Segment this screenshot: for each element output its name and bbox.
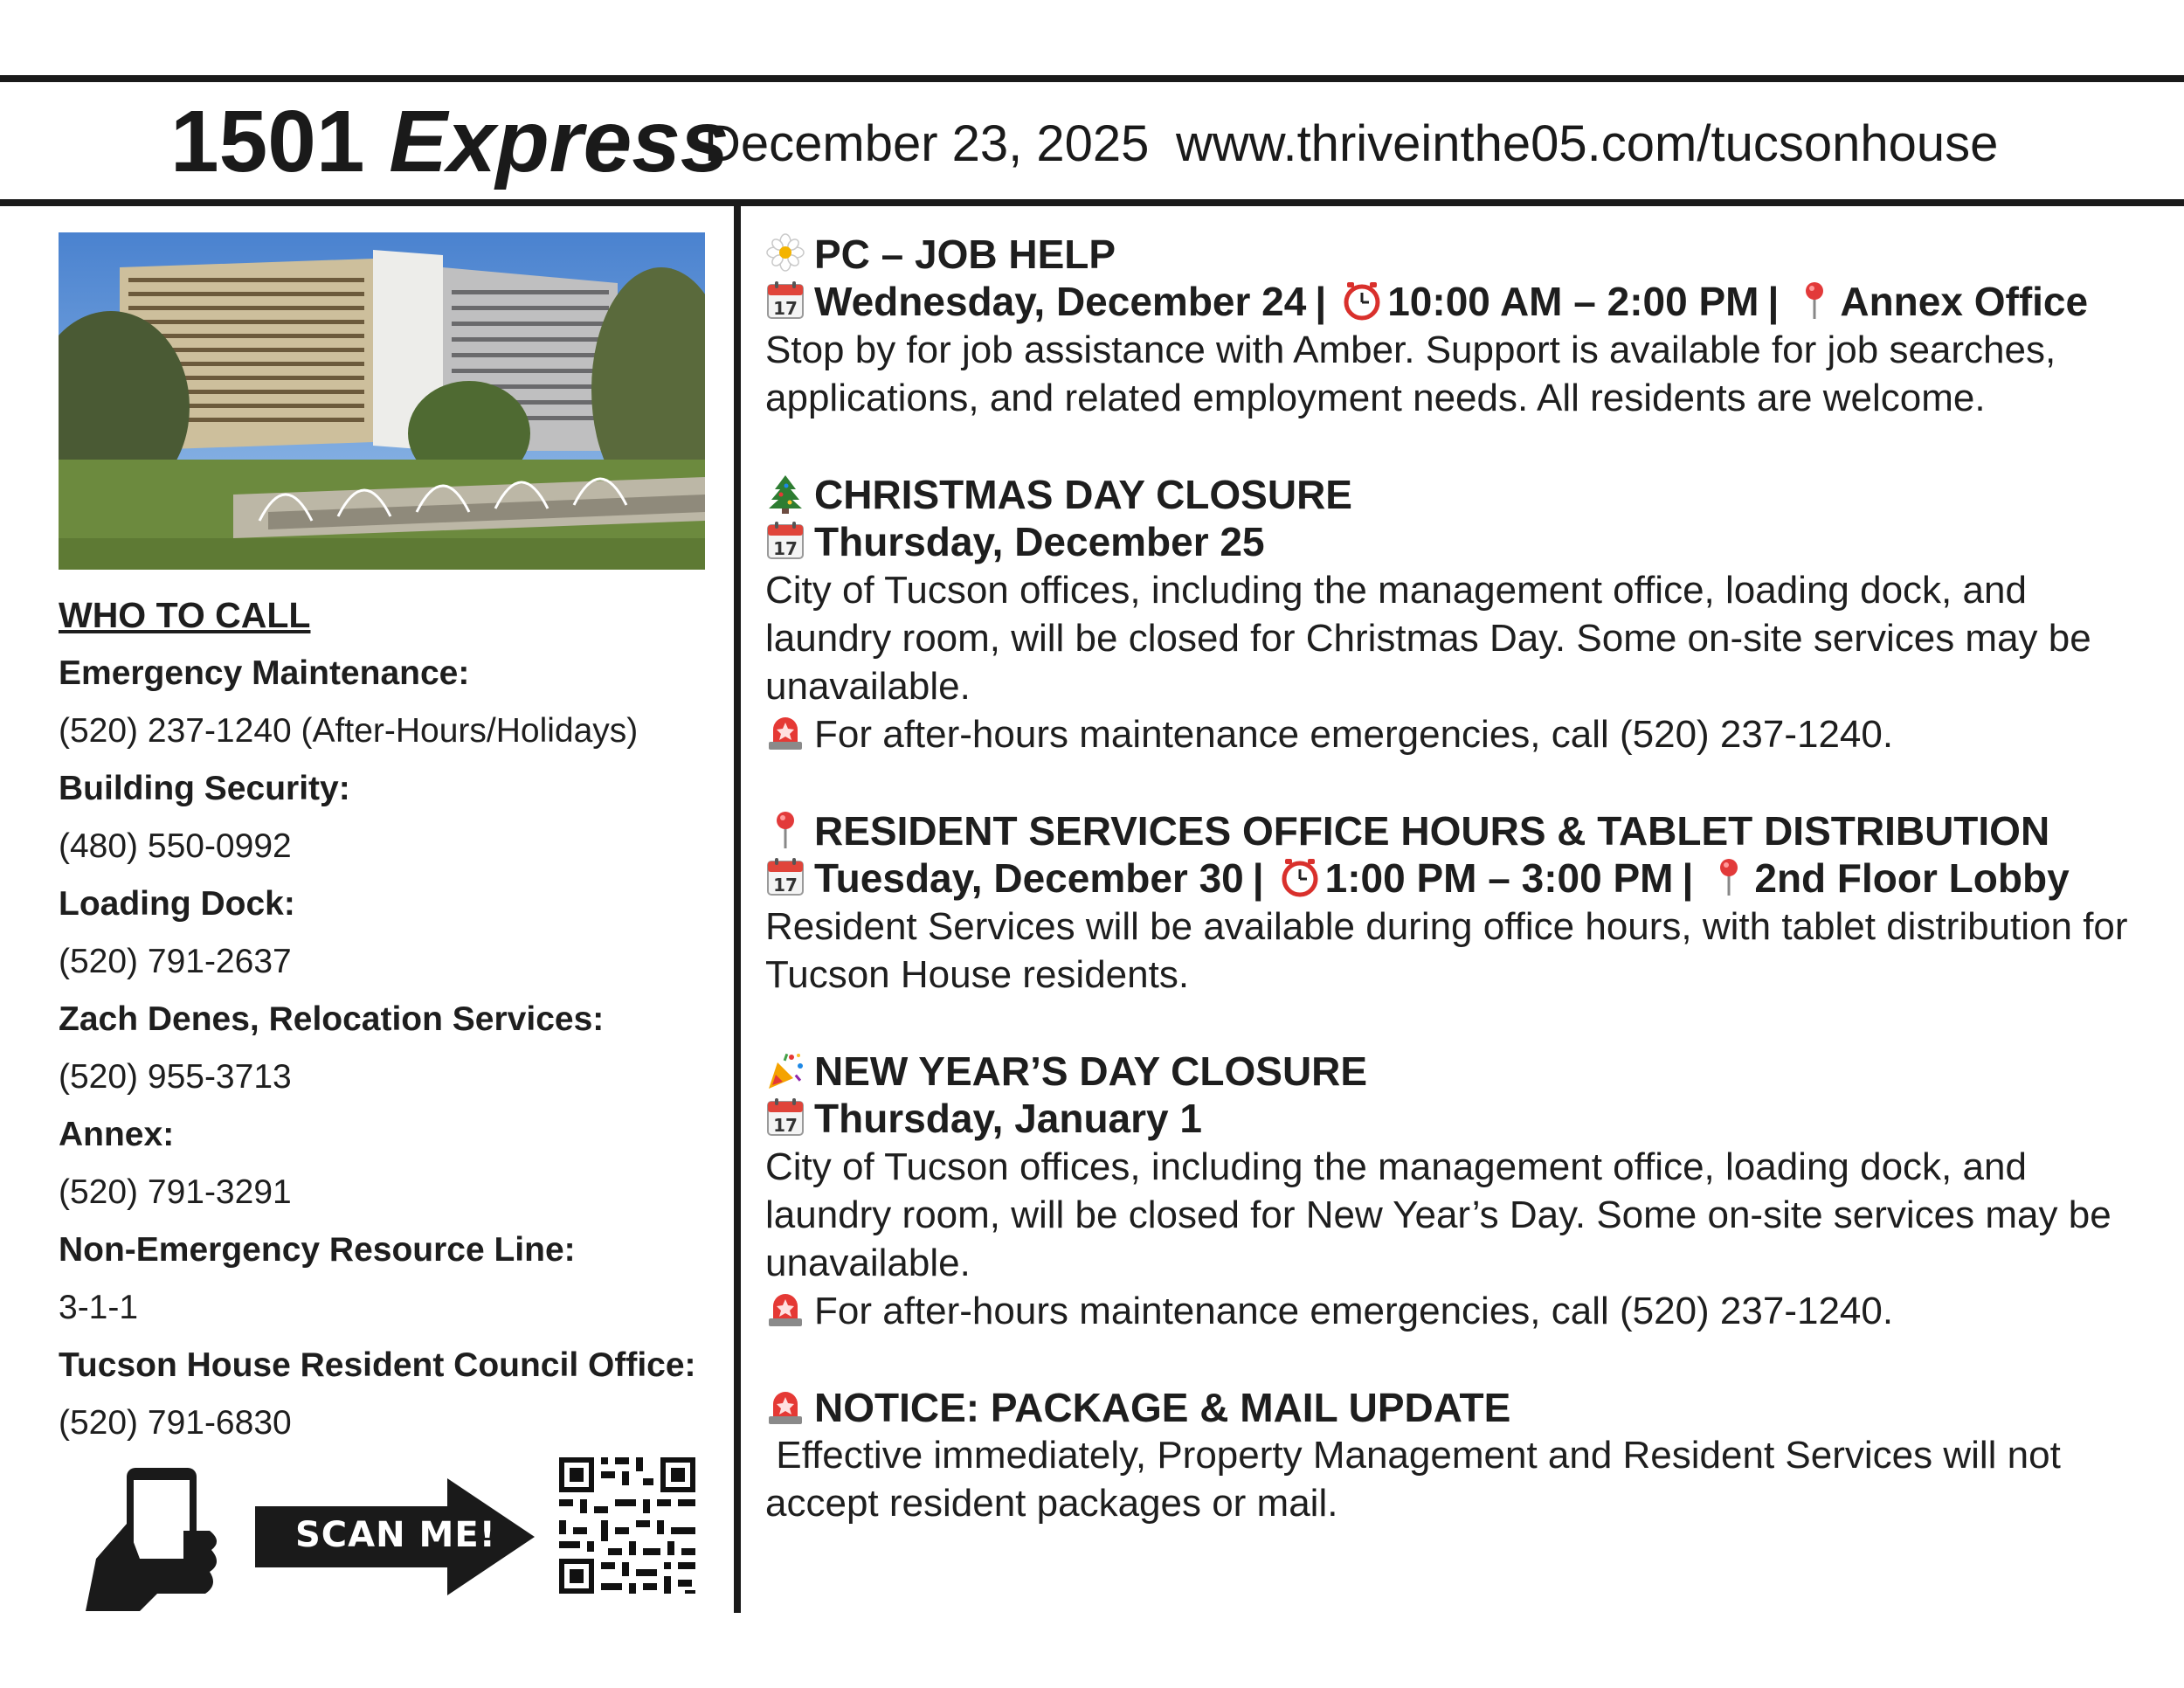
alarm-clock-icon: [1342, 280, 1382, 321]
phone-in-hand-icon: [79, 1463, 227, 1620]
notice-title: NOTICE: PACKAGE & MAIL UPDATE: [814, 1385, 1511, 1430]
contact-label-annex: Annex:: [59, 1116, 175, 1153]
qr-code[interactable]: [556, 1454, 699, 1597]
title-word: Express: [389, 93, 729, 190]
party-popper-icon: [765, 1050, 805, 1090]
event-place: Annex Office: [1840, 279, 2089, 324]
event-title: PC – JOB HELP: [814, 232, 1116, 277]
event-description: Resident Services will be available during office hours, with tablet distribution for Tucson House residents.: [765, 905, 2128, 996]
contact-label-loading-dock: Loading Dock:: [59, 885, 295, 923]
emergency-alert-text: For after-hours maintenance emergencies, call (520) 237-1240.: [814, 1290, 1894, 1332]
event-time: 10:00 AM – 2:00 PM: [1387, 279, 1759, 324]
event-job-help: PC – JOB HELP Wednesday, December 24 | 10:00 AM – 2:00 PM | Annex Office Stop by for job assistance with Amber. Support is available for job searches, applications, and related employment needs. All residents are welcome.: [765, 231, 2163, 422]
who-to-call-heading: WHO TO CALL: [59, 595, 311, 635]
event-description: Stop by for job assistance with Amber. Support is available for job searches, applications, and related employment needs. All residents are welcome.: [765, 329, 2056, 419]
contact-phone-resource-line[interactable]: 3-1-1: [59, 1289, 139, 1326]
event-time: 1:00 PM – 3:00 PM: [1324, 855, 1674, 901]
siren-icon: [765, 1289, 805, 1329]
title-number: 1501: [170, 93, 365, 190]
flower-icon: [765, 233, 805, 273]
calendar-icon: [765, 1097, 805, 1138]
contact-label-relocation-services: Zach Denes, Relocation Services:: [59, 1000, 605, 1038]
header-bottom-rule: [0, 199, 2184, 206]
event-description: City of Tucson offices, including the management office, loading dock, and laundry room, will be closed for Christmas Day. Some on-site services may be unavailable.: [765, 569, 2091, 708]
pin-icon: [765, 810, 805, 850]
website-link[interactable]: www.thriveinthe05.com/tucsonhouse: [1176, 115, 1999, 172]
contact-label-resident-council: Tucson House Resident Council Office:: [59, 1346, 696, 1384]
siren-icon: [765, 1387, 805, 1427]
location-pin-icon: [1794, 280, 1835, 321]
event-day: Wednesday, December 24: [814, 279, 1307, 324]
contact-phone-resident-council[interactable]: (520) 791-6830: [59, 1404, 292, 1442]
contact-phone-loading-dock[interactable]: (520) 791-2637: [59, 943, 292, 980]
calendar-icon: [765, 521, 805, 561]
event-day: Thursday, January 1: [814, 1096, 1202, 1141]
newsletter-header: [0, 82, 2184, 199]
calendar-icon: [765, 857, 805, 897]
contact-label-building-security: Building Security:: [59, 770, 350, 807]
contact-phone-annex[interactable]: (520) 791-3291: [59, 1173, 292, 1211]
event-christmas-closure: [765, 471, 2163, 758]
event-resident-services: RESIDENT SERVICES OFFICE HOURS & TABLET DISTRIBUTION Tuesday, December 30 | 1:00 PM – 3:00 PM | 2nd Floor Lobby Resident Services will be available during office hours, with tablet distribution for Tucson House residents.: [765, 807, 2163, 999]
scan-me-row: [70, 1454, 708, 1620]
contact-phone-emergency-maintenance[interactable]: (520) 237-1240 (After-Hours/Holidays): [59, 712, 639, 750]
header-top-rule: [0, 75, 2184, 82]
contact-phone-relocation-services[interactable]: (520) 955-3713: [59, 1058, 292, 1096]
contact-phone-building-security[interactable]: (480) 550-0992: [59, 827, 292, 865]
location-pin-icon: [1709, 857, 1749, 897]
issue-date: December 23, 2025: [704, 115, 1150, 172]
christmas-tree-icon: [765, 474, 805, 514]
event-description: City of Tucson offices, including the management office, loading dock, and laundry room, will be closed for New Year’s Day. Some on-site services may be unavailable.: [765, 1145, 2111, 1284]
event-day: Tuesday, December 30: [814, 855, 1244, 901]
column-divider: [734, 206, 741, 1613]
notice-package-mail: [765, 1384, 2163, 1527]
notice-description: Effective immediately, Property Management and Resident Services will not accept resident packages or mail.: [765, 1434, 2072, 1525]
event-title: CHRISTMAS DAY CLOSURE: [814, 472, 1352, 517]
event-new-years-closure: [765, 1048, 2163, 1335]
calendar-icon: [765, 280, 805, 321]
event-place: 2nd Floor Lobby: [1754, 855, 2070, 901]
event-day: Thursday, December 25: [814, 519, 1265, 564]
newsletter-title: [170, 93, 729, 190]
siren-icon: [765, 712, 805, 752]
scan-me-label: SCAN ME!: [295, 1515, 496, 1555]
who-to-call-panel: [59, 591, 722, 1452]
alarm-clock-icon: [1280, 857, 1320, 897]
emergency-alert-text: For after-hours maintenance emergencies, call (520) 237-1240.: [814, 713, 1894, 756]
events-column: [765, 231, 2163, 1576]
event-title: NEW YEAR’S DAY CLOSURE: [814, 1048, 1368, 1094]
contact-label-emergency-maintenance: Emergency Maintenance:: [59, 654, 470, 692]
building-photo: [59, 232, 705, 570]
contact-label-resource-line: Non-Emergency Resource Line:: [59, 1231, 576, 1269]
event-title: RESIDENT SERVICES OFFICE HOURS & TABLET DISTRIBUTION: [814, 808, 2050, 854]
